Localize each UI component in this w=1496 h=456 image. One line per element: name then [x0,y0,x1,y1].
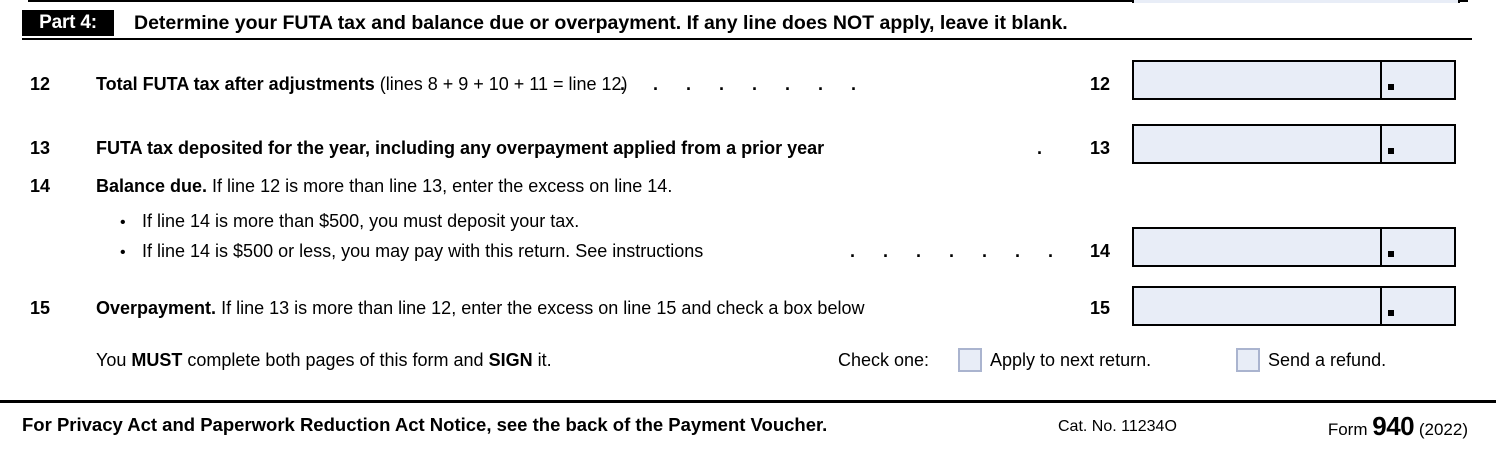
checkbox-send-a-refund-label: Send a refund. [1268,350,1387,370]
line-14-cents-divider [1380,229,1382,265]
catalog-number: Cat. No. 11234O [1058,418,1177,435]
part-4-header [22,10,1472,36]
line-15-decimal-dot [1388,310,1394,316]
line-13-decimal-dot [1388,148,1394,154]
form-year: (2022) [1418,420,1468,439]
checkbox-apply-to-next-return[interactable] [958,348,982,372]
line-13-cents-divider [1380,126,1382,162]
line-12-cents-divider [1380,62,1382,98]
line-14-bullet-1-text: If line 14 is more than $500, you must deposit your tax. [142,211,580,231]
sign-note-must: MUST [131,350,183,370]
part-4-tag: Part 4: [22,10,114,36]
line-13-label-bold: FUTA tax deposited for the year, including any overpayment applied from a prior year [96,138,825,158]
line-12-number: 12 [30,74,51,94]
checkbox-apply-to-next-return-label: Apply to next return. [990,350,1152,370]
sign-note-post: it. [532,350,552,370]
sign-note-sign: SIGN [488,350,533,370]
line-12-amount-field[interactable] [1132,60,1456,100]
line-15-number: 15 [30,298,51,318]
line-14-bullet-2-text: If line 14 is $500 or less, you may pay with this return. See instructions [142,241,704,261]
line-14-ref: 14 [1090,241,1111,261]
line-12-label-rest: (lines 8 + 9 + 10 + 11 = line 12) [374,74,628,94]
line-15-amount-field[interactable] [1132,286,1456,326]
checkbox-send-a-refund[interactable] [1236,348,1260,372]
bullet-icon: • [120,214,126,231]
line-13-label [96,138,824,159]
line-15-label-bold: Overpayment. [96,298,217,318]
form-label: Form [1327,420,1368,439]
line-14-amount-field[interactable] [1132,227,1456,267]
line-14-bullet-2 [120,241,703,262]
line-14-number: 14 [30,176,51,196]
form-number: 940 [1372,411,1415,441]
line-12-label [96,74,628,95]
line-15-ref: 15 [1090,298,1111,318]
form-identifier [1328,411,1468,442]
line-14-decimal-dot [1388,251,1394,257]
part-4-title: Determine your FUTA tax and balance due or overpayment. If any line does NOT apply, leave it blank. [134,12,1068,34]
line-14-leaders: . . . . . . . [850,241,1065,261]
line-13-amount-field[interactable] [1132,124,1456,164]
line-15-cents-divider [1380,288,1382,324]
footer-divider-rule [0,400,1496,403]
check-one-prompt: Check one: [838,350,930,370]
line-15-label-rest: If line 13 is more than line 12, enter the excess on line 15 and check a box below [216,298,865,318]
line-14-label-bold: Balance due. [96,176,208,196]
sign-note [96,350,552,371]
sign-note-mid: complete both pages of this form and [182,350,489,370]
privacy-act-notice: For Privacy Act and Paperwork Reduction Act Notice, see the back of the Payment Voucher. [22,414,828,435]
line-12-label-bold: Total FUTA tax after adjustments [96,74,375,94]
line-13-ref: 13 [1090,138,1111,158]
line-13-number: 13 [30,138,51,158]
line-13-leaders: . [1037,138,1054,158]
line-14-label-rest: If line 12 is more than line 13, enter the excess on line 14. [207,176,673,196]
line-12-leaders: . . . . . . . . [620,74,868,94]
line-12-ref: 12 [1090,74,1111,94]
line-12-decimal-dot [1388,84,1394,90]
line-14-bullet-1 [120,211,579,232]
line-15-label [96,298,864,319]
line-14-label [96,176,672,197]
top-partial-money-box [1132,0,1460,3]
sign-note-pre: You [96,350,132,370]
bullet-icon: • [120,244,126,261]
part-4-underline [22,38,1472,40]
